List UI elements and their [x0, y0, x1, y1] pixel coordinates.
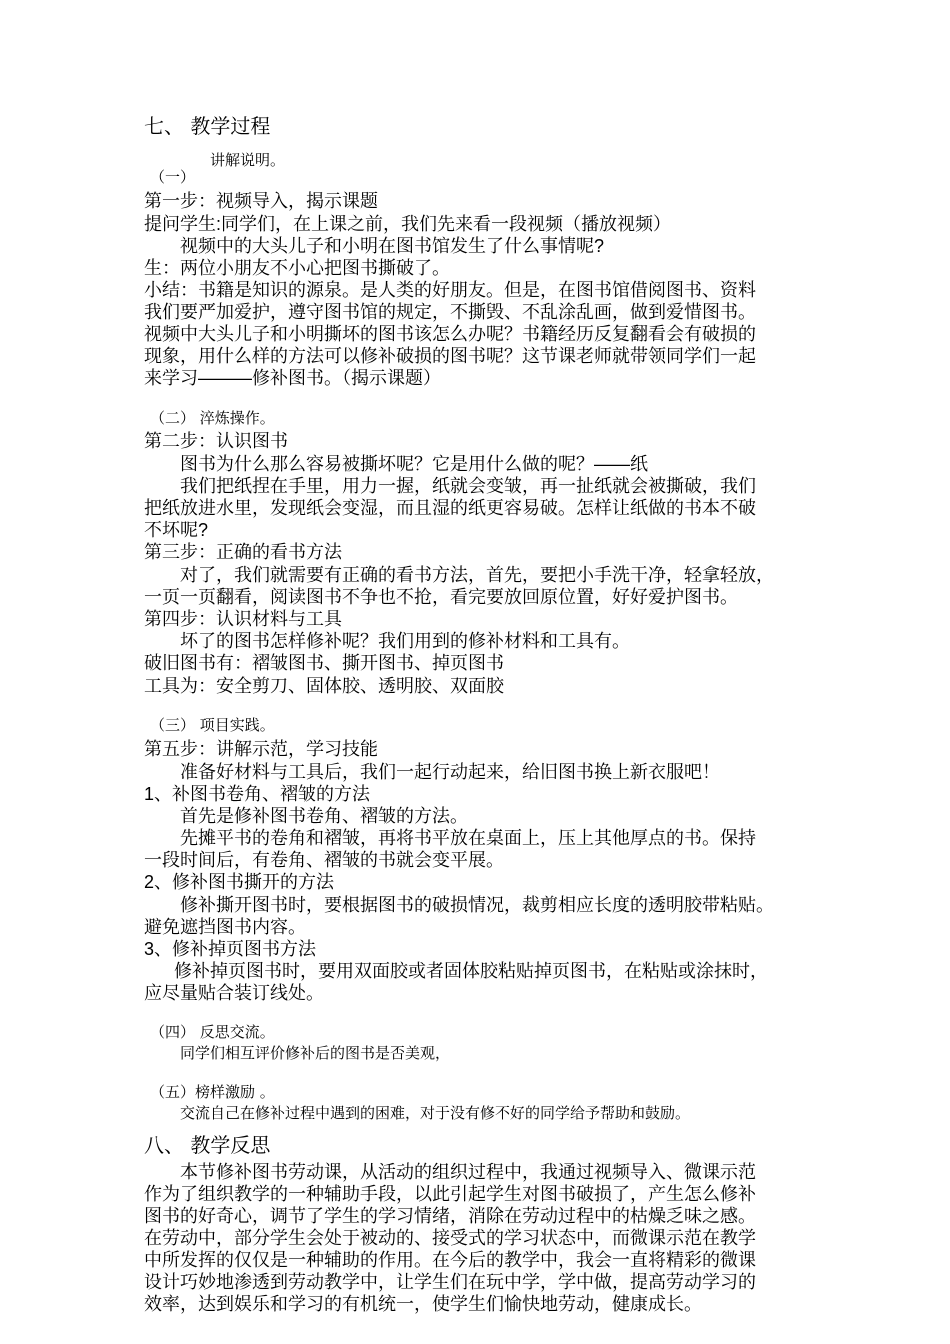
paragraph-line: 同学们相互评价修补后的图书是否美观， — [180, 1044, 451, 1062]
paragraph-line: 我们要严加爱护，遵守图书馆的规定，不撕毁、不乱涂乱画，做到爱惜图书。 — [144, 302, 756, 322]
method2-heading: 2、修补图书撕开的方法 — [144, 872, 335, 892]
paragraph-line: 一页一页翻看，阅读图书不争也不抢，看完要放回原位置，好好爱护图书。 — [144, 587, 738, 607]
paragraph-line: 提问学生:同学们，在上课之前，我们先来看一段视频（播放视频） — [144, 214, 671, 234]
paragraph-line: 首先是修补图书卷角、褶皱的方法。 — [180, 806, 468, 826]
paragraph-line: 把纸放进水里，发现纸会变湿，而且湿的纸更容易破。怎样让纸做的书本不破 — [144, 498, 756, 518]
paragraph-line: 设计巧妙地渗透到劳动教学中，让学生们在玩中学，学中做，提高劳动学习的 — [144, 1272, 756, 1292]
paragraph-line: 小结：书籍是知识的源泉。是人类的好朋友。但是，在图书馆借阅图书、资料 — [144, 280, 756, 300]
paragraph-line: 本节修补图书劳动课，从活动的组织过程中，我通过视频导入、微课示范 — [180, 1162, 756, 1182]
paragraph-line: 交流自己在修补过程中遇到的困难，对于没有修不好的同学给予帮助和鼓励。 — [180, 1104, 691, 1122]
paragraph-line: 生：两位小朋友不小心把图书撕破了。 — [144, 258, 450, 278]
paragraph-line: 工具为：安全剪刀、固体胶、透明胶、双面胶 — [144, 676, 504, 696]
step5-heading: 第五步：讲解示范，学习技能 — [144, 739, 378, 759]
part1-label: （一） — [150, 168, 196, 186]
paragraph-line: 破旧图书有：褶皱图书、撕开图书、掉页图书 — [144, 653, 504, 673]
paragraph-line: 先摊平书的卷角和褶皱，再将书平放在桌面上，压上其他厚点的书。保持 — [180, 828, 756, 848]
part4-heading: （四） 反思交流。 — [150, 1023, 275, 1041]
section-title-teaching-reflection: 八、 教学反思 — [144, 1133, 271, 1157]
part2-heading: （二） 淬炼操作。 — [150, 409, 275, 427]
paragraph-line: 效率，达到娱乐和学习的有机统一，使学生们愉快地劳动，健康成长。 — [144, 1294, 702, 1314]
paragraph-line: 不坏呢? — [144, 520, 209, 540]
paragraph-line: 对了，我们就需要有正确的看书方法，首先，要把小手洗干净，轻拿轻放， — [180, 565, 774, 585]
section-title-teaching-process: 七、 教学过程 — [144, 114, 271, 138]
paragraph-line: 我们把纸捏在手里，用力一握，纸就会变皱，再一扯纸就会被撕破，我们 — [180, 476, 756, 496]
paragraph-line: 现象，用什么样的方法可以修补破损的图书呢？这节课老师就带领同学们一起 — [144, 346, 756, 366]
paragraph-line: 视频中的大头儿子和小明在图书馆发生了什么事情呢? — [180, 236, 605, 256]
paragraph-line: 避免遮挡图书内容。 — [144, 917, 306, 937]
paragraph-line: 图书的好奇心，调节了学生的学习情绪，消除在劳动过程中的枯燥乏味之感。 — [144, 1206, 756, 1226]
part5-heading: （五）榜样激励 。 — [150, 1083, 275, 1101]
paragraph-line: 来学习———修补图书。（揭示课题） — [144, 368, 441, 388]
paragraph-line: 坏了的图书怎样修补呢？我们用到的修补材料和工具有。 — [180, 631, 630, 651]
paragraph-line: 在劳动中，部分学生会处于被动的、接受式的学习状态中，而微课示范在教学 — [144, 1228, 756, 1248]
paragraph-line: 准备好材料与工具后，我们一起行动起来，给旧图书换上新衣服吧！ — [180, 762, 720, 782]
paragraph-line: 一段时间后，有卷角、褶皱的书就会变平展。 — [144, 850, 504, 870]
paragraph-line: 视频中大头儿子和小明撕坏的图书该怎么办呢？书籍经历反复翻看会有破损的 — [144, 324, 756, 344]
paragraph-line: 修补撕开图书时，要根据图书的破损情况，裁剪相应长度的透明胶带粘贴。 — [180, 895, 774, 915]
paragraph-line: 中所发挥的仅仅是一种辅助的作用。在今后的教学中，我会一直将精彩的微课 — [144, 1250, 756, 1270]
step3-heading: 第三步：正确的看书方法 — [144, 542, 342, 562]
part1-heading: 讲解说明。 — [210, 151, 286, 169]
step4-heading: 第四步：认识材料与工具 — [144, 609, 342, 629]
part3-heading: （三） 项目实践。 — [150, 716, 275, 734]
step2-heading: 第二步：认识图书 — [144, 431, 288, 451]
paragraph-line: 修补掉页图书时，要用双面胶或者固体胶粘贴掉页图书，在粘贴或涂抹时， — [174, 961, 768, 981]
method3-heading: 3、修补掉页图书方法 — [144, 939, 317, 959]
paragraph-line: 应尽量贴合装订线处。 — [144, 983, 324, 1003]
paragraph-line: 作为了组织教学的一种辅助手段，以此引起学生对图书破损了，产生怎么修补 — [144, 1184, 756, 1204]
paragraph-line: 图书为什么那么容易被撕坏呢？它是用什么做的呢？——纸 — [180, 454, 648, 474]
step1-heading: 第一步：视频导入，揭示课题 — [144, 191, 378, 211]
method1-heading: 1、补图书卷角、褶皱的方法 — [144, 784, 371, 804]
